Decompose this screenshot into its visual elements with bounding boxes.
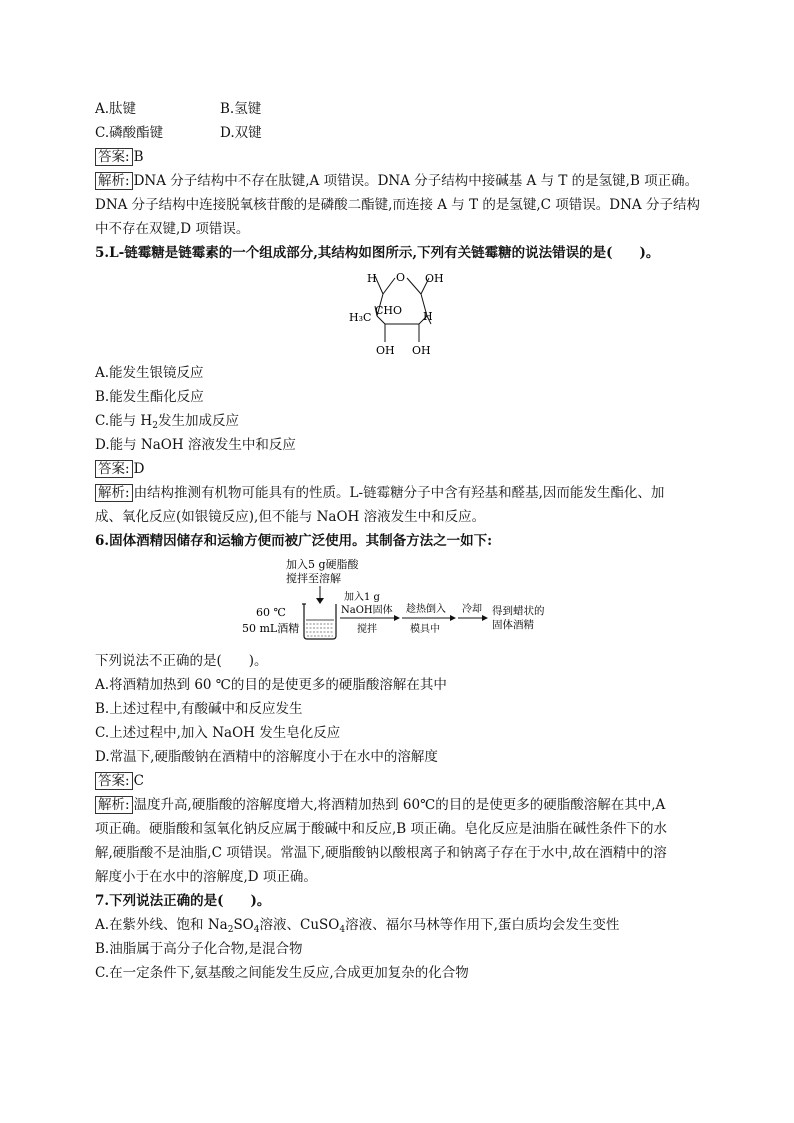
flow-cool: 冷却 — [462, 604, 482, 615]
subscript: 2 — [227, 925, 234, 935]
q6-option-b: B.上述过程中,有酸碱中和反应发生 — [95, 701, 303, 717]
group-h3c: H₃C — [349, 311, 372, 324]
q4-option-a: A.肽键 — [95, 101, 137, 117]
subscript: 4 — [339, 925, 346, 935]
atom-h-right: H — [423, 310, 433, 323]
flow-stir-dissolve: 搅拌至溶解 — [286, 572, 341, 585]
group-oh-top-right: OH — [425, 272, 444, 285]
answer-label: 答案: — [95, 148, 133, 166]
q6-analysis-line-2: 项正确。硬脂酸和氢氧化钠反应属于酸碱中和反应,B 项正确。皂化反应是油脂在碱性条件下的水 — [95, 821, 668, 837]
q5-option-c-text-2: 发生加成反应 — [157, 413, 239, 429]
q7-option-c: C.在一定条件下,氨基酸之间能发生反应,合成更加复杂的化合物 — [95, 965, 469, 981]
q4-analysis — [95, 171, 698, 191]
q4-option-d: D.双键 — [220, 125, 262, 141]
group-cho: CHO — [375, 304, 403, 317]
q5-analysis-line-2: 成、氧化反应(如银镜反应),但不能与 NaOH 溶液发生中和反应。 — [95, 509, 486, 525]
q6-option-a: A.将酒精加热到 60 ℃的目的是使更多的硬脂酸溶解在其中 — [95, 677, 447, 693]
q5-option-a: A.能发生银镜反应 — [95, 365, 204, 381]
q7-option-a-text: A.在紫外线、饱和 Na — [95, 917, 228, 933]
flow-pour-hot: 趁热倒入 — [406, 604, 446, 615]
analysis-label: 解析: — [95, 484, 133, 502]
analysis-text: 由结构推测有机物可能具有的性质。L-链霉糖分子中含有羟基和醛基,因而能发生酯化、加 — [133, 485, 665, 501]
q5-answer — [95, 459, 144, 479]
flow-result-waxy: 得到蜡状的 — [492, 605, 545, 617]
answer-value: B — [133, 149, 144, 165]
q6-prompt: 下列说法不正确的是( )。 — [95, 653, 268, 669]
q6-option-c: C.上述过程中,加入 NaOH 发生皂化反应 — [95, 725, 341, 741]
q5-option-b: B.能发生酯化反应 — [95, 389, 204, 405]
answer-label: 答案: — [95, 460, 133, 478]
atom-h-top-left: H — [367, 272, 377, 285]
group-oh-bottom-left: OH — [376, 344, 395, 357]
atom-o-ring: O — [396, 271, 406, 284]
analysis-label: 解析: — [95, 172, 133, 190]
flow-temperature: 60 ℃ — [256, 606, 286, 619]
q6-option-d: D.常温下,硬脂酸钠在酒精中的溶解度小于在水中的溶解度 — [95, 749, 438, 765]
q6-analysis-line-4: 解度小于在水中的溶解度,D 项正确。 — [95, 869, 317, 885]
q5-analysis — [95, 483, 664, 503]
flow-add-naoh: 加入1 g — [344, 592, 380, 603]
q4-answer — [95, 147, 143, 167]
q4-option-c: C.磷酸酯键 — [95, 125, 164, 141]
q6-stem: 6.固体酒精因储存和运输方便而被广泛使用。其制备方法之一如下: — [95, 533, 493, 549]
q4-analysis-line-3: 中不存在双键,D 项错误。 — [95, 221, 250, 237]
q7-option-a — [95, 915, 619, 935]
q7-option-a-text-3: 溶液、CuSO — [259, 917, 340, 933]
q6-analysis — [95, 795, 665, 815]
q4-option-b: B.氢键 — [220, 101, 262, 117]
group-oh-bottom-right: OH — [412, 344, 431, 357]
analysis-text: DNA 分子结构中不存在肽键,A 项错误。DNA 分子结构中接碱基 A 与 T 的是氢键,B 项正确。 — [133, 173, 699, 189]
analysis-label: 解析: — [95, 796, 133, 814]
flow-alcohol: 50 mL酒精 — [242, 622, 300, 635]
answer-value: D — [133, 461, 145, 477]
solid-alcohol-flow-diagram — [240, 556, 570, 646]
q6-answer — [95, 771, 144, 791]
l-streptose-structure — [345, 266, 460, 362]
flow-stir: 搅拌 — [357, 624, 377, 635]
beaker-icon — [302, 604, 336, 639]
q5-stem: 5.L-链霉糖是链霉素的一个组成部分,其结构如图所示,下列有关链霉糖的说法错误的是( )。 — [95, 245, 660, 261]
q4-analysis-line-2: DNA 分子结构中连接脱氧核苷酸的是磷酸二酯键,而连接 A 与 T 的是氢键,C 项错误。DNA 分子结构 — [95, 197, 700, 213]
answer-label: 答案: — [95, 772, 133, 790]
analysis-text: 温度升高,硬脂酸的溶解度增大,将酒精加热到 60℃的目的是使更多的硬脂酸溶解在其中,A — [133, 797, 666, 813]
subscript: 4 — [253, 925, 260, 935]
flow-into-mold: 模具中 — [410, 624, 440, 635]
q7-option-a-text-4: 溶液、福尔马林等作用下,蛋白质均会发生变性 — [345, 917, 620, 933]
q6-analysis-line-3: 解,硬脂酸不是油脂,C 项错误。常温下,硬脂酸钠以酸根离子和钠离子存在于水中,故在酒精中的溶 — [95, 845, 667, 861]
q7-option-b: B.油脂属于高分子化合物,是混合物 — [95, 941, 303, 957]
flow-add-stearic-acid: 加入5 g硬脂酸 — [286, 558, 359, 571]
q5-option-d: D.能与 NaOH 溶液发生中和反应 — [95, 437, 296, 453]
q5-option-c-text: C.能与 H — [95, 413, 153, 429]
q7-option-a-text-2: SO — [233, 917, 254, 933]
q7-stem: 7.下列说法正确的是( )。 — [95, 893, 271, 909]
q5-option-c — [95, 411, 239, 431]
flow-result-solid-alcohol: 固体酒精 — [492, 619, 534, 631]
answer-value: C — [133, 773, 144, 789]
subscript: 2 — [152, 421, 158, 431]
flow-naoh-solid: NaOH固体 — [341, 605, 393, 616]
